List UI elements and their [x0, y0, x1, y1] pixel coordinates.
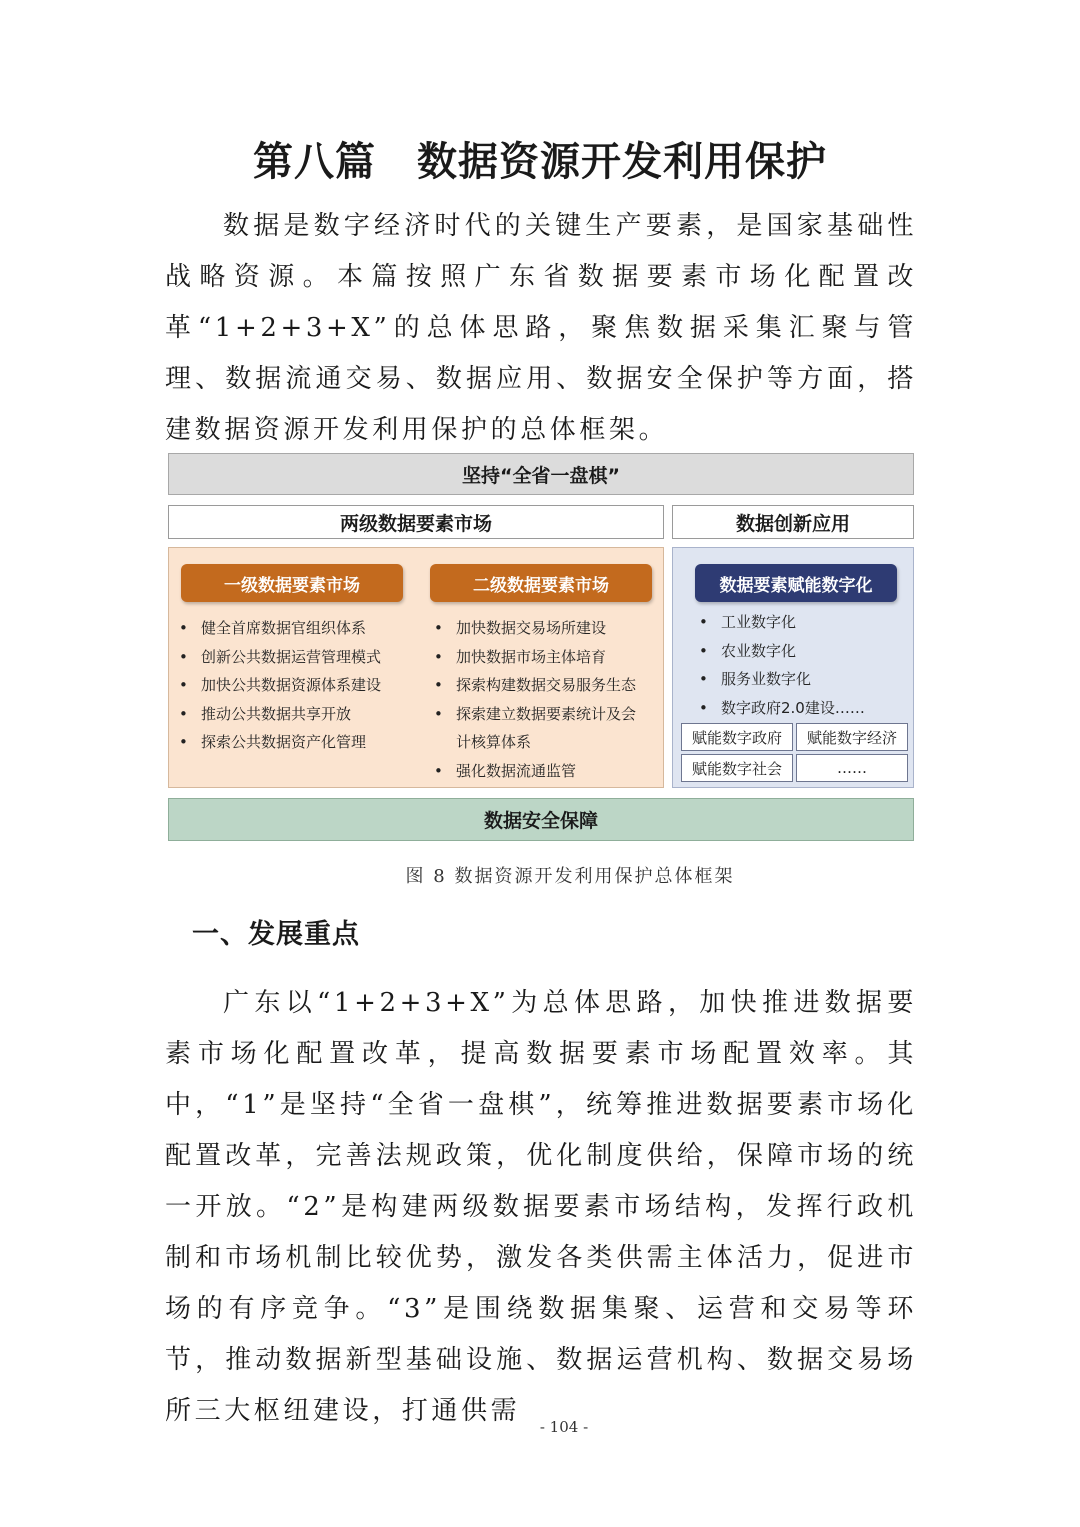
intro-paragraph-text: 数据是数字经济时代的关键生产要素，是国家基础性战略资源。本篇按照广东省数据要素市场化配置改革“1+2+3+X”的总体思路，聚焦数据采集汇聚与管理、数据流通交易、数据应用、数据安全保护等方面，搭建数据资源开发利用保护的总体框架。	[165, 211, 917, 445]
secondary-market-list	[430, 614, 662, 785]
list-item: • 推动公共数据共享开放	[175, 700, 411, 729]
list-item: • 加快公共数据资源体系建设	[175, 671, 411, 700]
empower-cell: 赋能数字政府	[681, 723, 793, 751]
list-item: 计核算体系	[456, 733, 532, 751]
top-banner: 坚持“全省一盘棋”	[168, 453, 914, 495]
list-item: • 探索公共数据资产化管理	[175, 728, 411, 757]
intro-paragraph	[165, 201, 917, 456]
list-item: • 农业数字化	[695, 637, 905, 666]
list-item: • 探索建立数据要素统计及会	[430, 700, 662, 729]
empower-cell: ……	[796, 754, 908, 782]
empower-cell: 赋能数字社会	[681, 754, 793, 782]
body-paragraph	[165, 978, 917, 1437]
list-item: • 强化数据流通监管	[430, 757, 662, 786]
primary-market-title: 一级数据要素市场	[181, 564, 403, 602]
markets-panel	[168, 547, 664, 788]
body-paragraph-text: 广东以“1+2+3+X”为总体思路，加快推进数据要素市场化配置改革，提高数据要素市场配置效率。其中，“1”是坚持“全省一盘棋”，统筹推进数据要素市场化配置改革，完善法规政策，优化制度供给，保障市场的统一开放。“2”是构建两级数据要素市场结构，发挥行政机制和市场机制比较优势，激发各类供需主体活力，促进市场的有序竞争。“3”是围绕数据集聚、运营和交易等环节，推动数据新型基础设施、数据运营机构、数据交易场所三大枢纽建设，打通供需	[165, 988, 917, 1426]
primary-market-list	[175, 614, 411, 757]
right-header: 数据创新应用	[672, 505, 914, 539]
list-item: • 探索构建数据交易服务生态	[430, 671, 662, 700]
empower-panel	[672, 547, 914, 788]
figure-caption: 图 8 数据资源开发利用保护总体框架	[405, 866, 735, 887]
list-item: • 服务业数字化	[695, 665, 905, 694]
empower-cell: 赋能数字经济	[796, 723, 908, 751]
left-header: 两级数据要素市场	[168, 505, 664, 539]
page-title: 第八篇 数据资源开发利用保护	[253, 139, 827, 185]
list-item: • 加快数据交易场所建设	[430, 614, 662, 643]
empower-title: 数据要素赋能数字化	[695, 564, 897, 602]
framework-diagram	[166, 453, 916, 843]
list-item: • 加快数据市场主体培育	[430, 643, 662, 672]
list-item: • 工业数字化	[695, 608, 905, 637]
section-heading: 一、发展重点	[192, 919, 360, 950]
empower-list	[695, 608, 905, 722]
bottom-banner: 数据安全保障	[168, 798, 914, 841]
list-item: • 数字政府2.0建设……	[695, 694, 905, 723]
list-item: • 创新公共数据运营管理模式	[175, 643, 411, 672]
list-item: • 健全首席数据官组织体系	[175, 614, 411, 643]
secondary-market-title: 二级数据要素市场	[430, 564, 652, 602]
page-number: - 104 -	[539, 1418, 589, 1436]
